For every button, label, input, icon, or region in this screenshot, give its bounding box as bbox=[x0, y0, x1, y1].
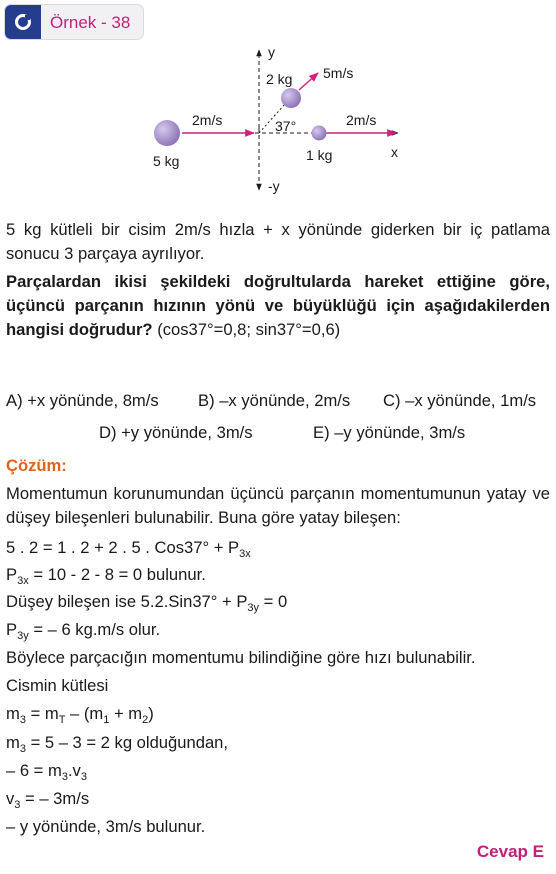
neg-y-axis-label: -y bbox=[268, 178, 280, 194]
solution-title: Çözüm: bbox=[6, 456, 67, 475]
mass-1kg-label: 1 kg bbox=[306, 147, 333, 163]
angle-label: 37° bbox=[275, 118, 297, 134]
example-title: Örnek - 38 bbox=[50, 13, 131, 32]
velocity-5kg-label: 2m/s bbox=[192, 112, 223, 128]
solution-line-p3y: $P_{3y}$ = – 6 kg.m/s olur. bbox=[6, 620, 161, 642]
option-e: E) –y yönünde, 3m/s bbox=[313, 423, 466, 442]
problem-question bbox=[6, 270, 550, 342]
question-bold: Parçalardan ikisi şekildeki doğrultularda hareket ettiğine göre, üçüncü parçanın hızının yönü ve büyüklüğü için aşağıdakilerden hangisi doğrudur? bbox=[6, 272, 550, 339]
velocity-1kg-label: 2m/s bbox=[346, 112, 377, 128]
velocity-2kg-arrow bbox=[299, 73, 318, 90]
option-a: A) +x yönünde, 8m/s bbox=[6, 391, 159, 410]
problem-text: 5 kg kütleli bir cisim 2m/s hızla + x yönünde giderken bir iç patlama sonucu 3 parçaya ayrılıyor. bbox=[6, 220, 550, 263]
solution-line-mass: Cismin kütlesi bbox=[6, 676, 109, 695]
mass-2kg-ball bbox=[281, 88, 301, 108]
solution-line-v3: $v_3$ = – 3m/s bbox=[6, 789, 90, 811]
solution-line-vertical: Düşey bileşen ise $5.2.Sin37^\circ + P_{3y} = 0$ bbox=[6, 592, 288, 614]
answer-label: Cevap E bbox=[476, 842, 544, 861]
example-badge bbox=[5, 5, 41, 39]
given-values: (cos37°=0,8; sin37°=0,6) bbox=[152, 320, 341, 339]
solution-line-momentum-eq: – $6 = m_3.v_3$ bbox=[6, 761, 87, 783]
solution-line-m3-formula: $m_3 = m_T - (m_1 + m_2)$ bbox=[6, 704, 154, 726]
ring-icon bbox=[14, 13, 32, 31]
option-c: C) –x yönünde, 1m/s bbox=[383, 391, 537, 410]
solution-intro: Momentumun korunumundan üçüncü parçanın momentumunun yatay ve düşey bileşenleri bulunabilir. Buna göre yatay bileşen: bbox=[6, 484, 550, 527]
y-axis-label: y bbox=[268, 44, 275, 60]
example-header bbox=[4, 4, 144, 40]
solution-line-p3x: $P_{3x} = 10 - 2 - 8 = 0$ bulunur. bbox=[6, 565, 206, 587]
mass-1kg-ball bbox=[312, 126, 327, 141]
solution-line-m3-value: $m_3 = 5 - 3 = 2$ kg olduğundan, bbox=[6, 733, 229, 755]
mass-2kg-label: 2 kg bbox=[266, 71, 293, 87]
x-axis-label: x bbox=[391, 144, 398, 160]
solution-line-momentum: Böylece parçacığın momentumu bilindiğine göre hızı bulunabilir. bbox=[6, 648, 476, 667]
option-b: B) –x yönünde, 2m/s bbox=[198, 391, 351, 410]
mass-5kg-ball bbox=[154, 120, 180, 146]
mass-5kg-label: 5 kg bbox=[153, 153, 180, 169]
solution-line-horizontal: 5 . 2 = 1 . 2 + 2 . 5 . $Cos37^\circ + P_{3x}$ bbox=[6, 538, 251, 560]
option-d: D) +y yönünde, 3m/s bbox=[99, 423, 253, 442]
velocity-2kg-label: 5m/s bbox=[323, 65, 354, 81]
solution-conclusion: – y yönünde, 3m/s bulunur. bbox=[6, 817, 206, 836]
explosion-diagram bbox=[0, 40, 556, 210]
